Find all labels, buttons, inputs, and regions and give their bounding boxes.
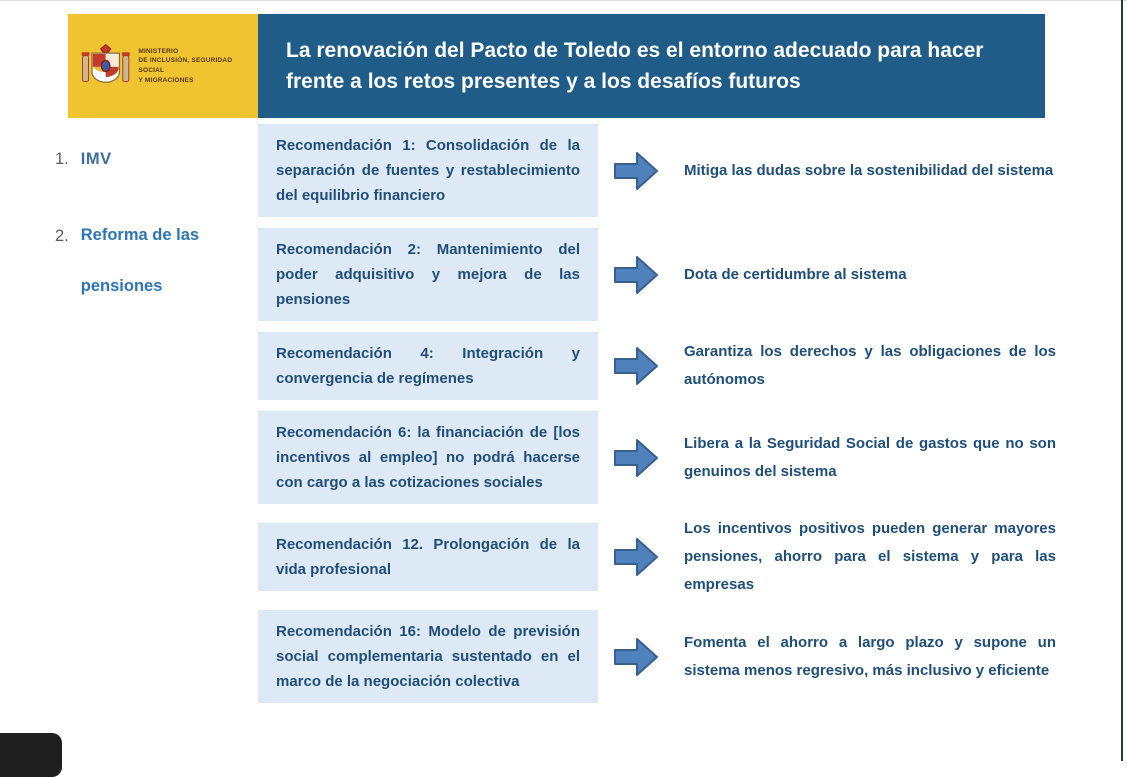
recommendation-text: Recomendación 16: Modelo de previsión social complementaria sustentado en el marco de la negociación colectiva: [276, 623, 580, 690]
agenda-item-imv: [55, 150, 255, 169]
recommendation-text: Recomendación 4: Integración y convergencia de regímenes: [276, 345, 580, 387]
arrow-right-icon: [613, 149, 659, 193]
recommendation-text: Recomendación 2: Mantenimiento del poder adquisitivo y mejora de las pensiones: [276, 241, 580, 308]
recommendations-flow: [258, 124, 1056, 703]
ministry-name-line1: MINISTERIO: [138, 47, 179, 55]
recommendation-box: [258, 411, 598, 504]
recommendation-box: [258, 610, 598, 703]
recommendation-text: Recomendación 1: Consolidación de la separación de fuentes y restablecimiento del equilibrio financiero: [276, 137, 580, 204]
arrow-right-icon: [613, 635, 659, 679]
arrow-right-icon: [613, 344, 659, 388]
recommendation-row: [258, 332, 1056, 400]
arrow-container: [612, 635, 660, 679]
agenda-item-reforma-pensiones: [55, 227, 255, 312]
slide-title-banner: [258, 14, 1045, 118]
arrow-container: [612, 535, 660, 579]
recommendation-box: [258, 332, 598, 400]
recommendation-row: [258, 610, 1056, 703]
recommendation-row: [258, 515, 1056, 599]
arrow-right-icon: [613, 535, 659, 579]
recommendation-text: Recomendación 6: la financiación de [los incentivos al empleo] no podrá hacerse con cargo a las cotizaciones sociales: [276, 424, 580, 491]
agenda-item-label: IMV: [80, 150, 112, 168]
recommendation-box: [258, 124, 598, 217]
arrow-container: [612, 149, 660, 193]
ministry-logo: [68, 14, 258, 118]
recommendation-row: [258, 124, 1056, 217]
recommendation-row: [258, 411, 1056, 504]
arrow-right-icon: [613, 436, 659, 480]
corner-overlay: [0, 733, 62, 777]
ministry-name-line3: Y MIGRACIONES: [138, 76, 194, 84]
outcome-text: Fomenta el ahorro a largo plazo y supone un sistema menos regresivo, más inclusivo y eficiente: [684, 633, 1056, 679]
outcome-text: Libera a la Seguridad Social de gastos que no son genuinos del sistema: [684, 434, 1056, 480]
spain-coat-of-arms-icon: [80, 41, 131, 91]
agenda-item-label: Reforma de las pensiones: [80, 226, 200, 296]
recommendation-text: Recomendación 12. Prolongación de la vida profesional: [276, 536, 580, 578]
slide-title: La renovación del Pacto de Toledo es el entorno adecuado para hacer frente a los retos presentes y a los desafíos futuros: [286, 38, 984, 93]
agenda-list: [55, 150, 255, 312]
arrow-container: [612, 436, 660, 480]
ministry-name: [138, 47, 250, 86]
outcome-text: Mitiga las dudas sobre la sostenibilidad del sistema: [684, 161, 1054, 179]
outcome-text: Garantiza los derechos y las obligaciones de los autónomos: [684, 343, 1056, 388]
slide-top-border: [0, 0, 1127, 1]
recommendation-box: [258, 228, 598, 321]
ministry-name-line2: DE INCLUSIÓN, SEGURIDAD SOCIAL: [138, 57, 233, 74]
arrow-right-icon: [613, 253, 659, 297]
outcome-text: Dota de certidumbre al sistema: [684, 265, 907, 283]
arrow-container: [612, 344, 660, 388]
recommendation-row: [258, 228, 1056, 321]
agenda-item-number: 2.: [55, 227, 69, 245]
window-right-border: [1121, 0, 1123, 761]
outcome-text: Los incentivos positivos pueden generar mayores pensiones, ahorro para el sistema y para las empresas: [684, 520, 1056, 593]
arrow-container: [612, 253, 660, 297]
agenda-item-number: 1.: [55, 150, 69, 168]
recommendation-box: [258, 523, 598, 591]
